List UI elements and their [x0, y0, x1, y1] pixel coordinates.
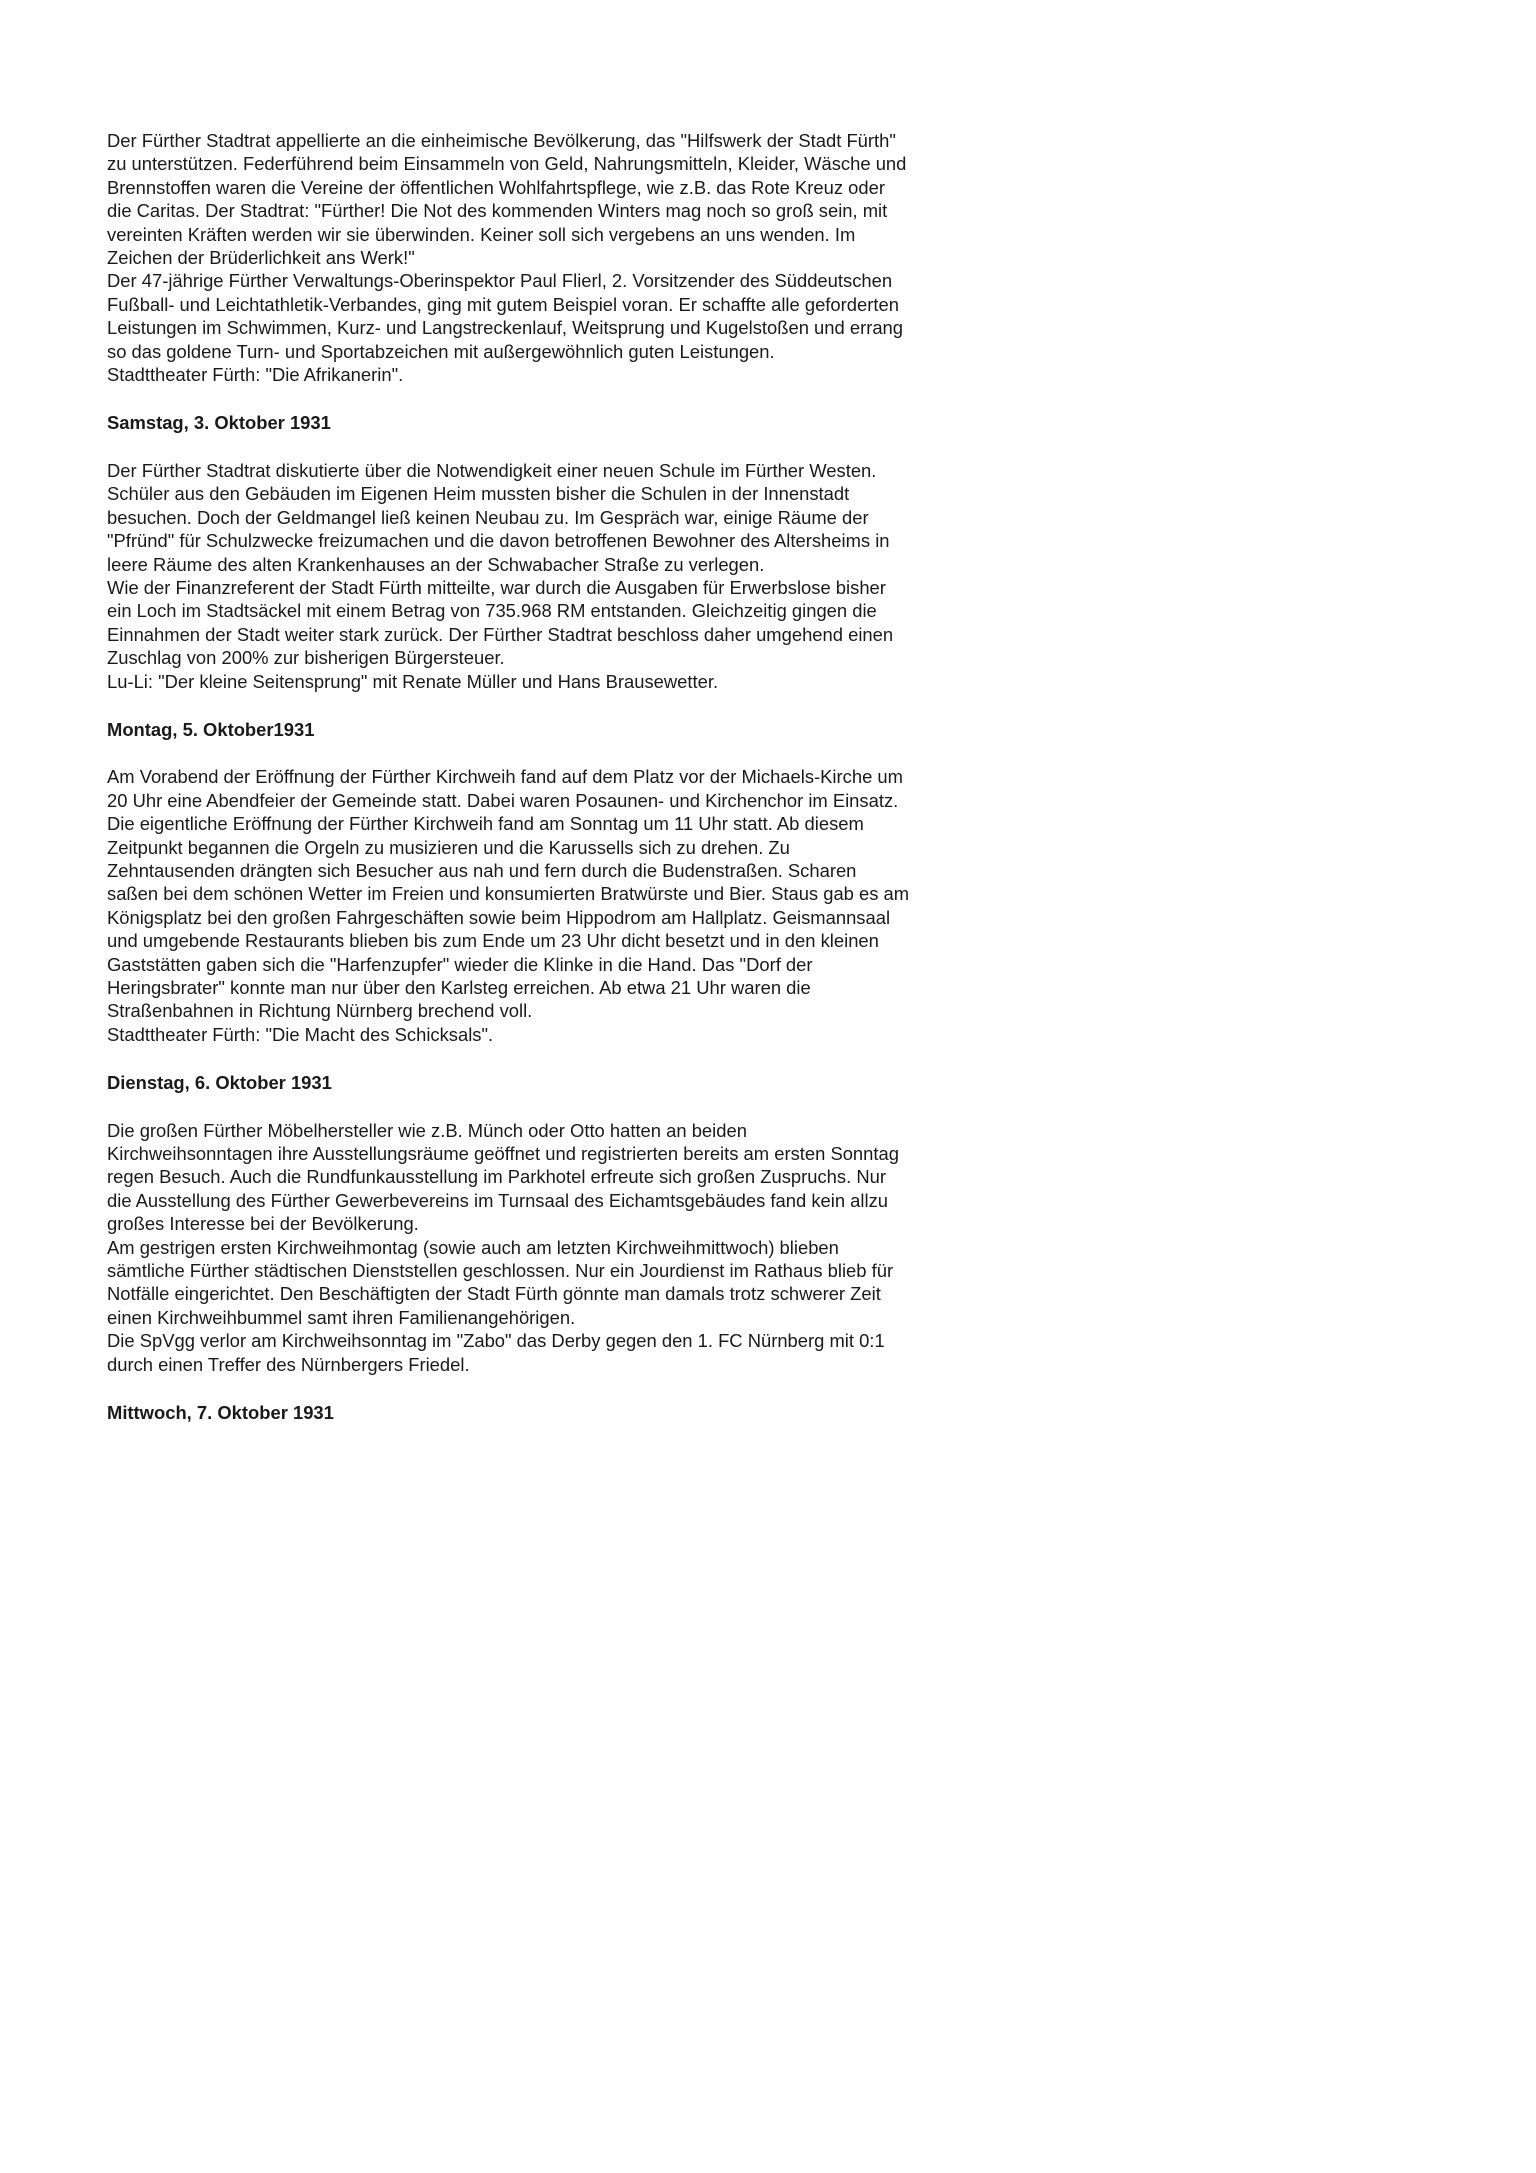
date-heading-mittwoch: Mittwoch, 7. Oktober 1931: [107, 1402, 334, 1424]
paragraph-kirchweih-eroeffnung: Am Vorabend der Eröffnung der Fürther Kirchweih fand auf dem Platz vor der Michaels-Kirche um 20 Uhr eine Abendfeier der Gemeinde statt. Dabei waren Posaunen- und Kirchenchor im Einsatz. Die eigentliche Eröffnung der Fürther Kirchweih fand am Sonntag um 11 Uhr statt. Ab diesem Zeitpunkt begannen die Orgeln zu musizieren und die Karussells sich zu drehen. Zu Zehntausenden drängten sich Besucher aus nah und fern durch die Budenstraßen. Scharen saßen bei dem schönen Wetter im Freien und konsumierten Bratwürste und Bier. Staus gab es am Königsplatz bei den großen Fahrgeschäften sowie beim Hippodrom am Hallplatz. Geismannsaal und umgebende Restaurants blieben bis zum Ende um 23 Uhr dicht besetzt und in den kleinen Gaststätten gaben sich die "Harfenzupfer" wieder die Klinke in die Hand. Das "Dorf der Heringsbrater" konnte man nur über den Karlsteg erreichen. Ab etwa 21 Uhr waren die Straßenbahnen in Richtung Nürnberg brechend voll.: [107, 766, 910, 1022]
paragraph-neue-schule: Der Fürther Stadtrat diskutierte über die Notwendigkeit einer neuen Schule im Fürther Westen. Schüler aus den Gebäuden im Eigenen Heim mussten bisher die Schulen in der Innenstadt besuchen. Doch der Geldmangel ließ keinen Neubau zu. Im Gespräch war, einige Räume der "Pfründ" für Schulzwecke freizumachen und die davon betroffenen Bewohner des Altersheims in leere Räume des alten Krankenhauses an der Schwabacher Straße zu verlegen.: [107, 459, 890, 575]
paragraph-flierl: Der 47-jährige Fürther Verwaltungs-Oberinspektor Paul Flierl, 2. Vorsitzender des Süddeutschen Fußball- und Leichtathletik-Verbandes, ging mit gutem Beispiel voran. Er schaffte alle geforderten Leistungen im Schwimmen, Kurz- und Langstreckenlauf, Weitsprung und Kugelstoßen und errang so das goldene Turn- und Sportabzeichen mit außergewöhnlich guten Leistungen.: [107, 270, 904, 362]
paragraph-lu-li: Lu-Li: "Der kleine Seitensprung" mit Renate Müller und Hans Brausewetter.: [107, 670, 719, 692]
date-heading-samstag: Samstag, 3. Oktober 1931: [107, 412, 331, 434]
paragraph-finanzreferent: Wie der Finanzreferent der Stadt Fürth mitteilte, war durch die Ausgaben für Erwerbslose bisher ein Loch im Stadtsäckel mit einem Betrag von 735.968 RM entstanden. Gleichzeitig gingen die Einnahmen der Stadt weiter stark zurück. Der Fürther Stadtrat beschloss daher umgehend einen Zuschlag von 200% zur bisherigen Bürgersteuer.: [107, 576, 894, 669]
paragraph-theater-afrikanerin: Stadttheater Fürth: "Die Afrikanerin".: [107, 364, 404, 386]
paragraph-dienststellen: Am gestrigen ersten Kirchweihmontag (sowie auch am letzten Kirchweihmittwoch) blieben sämtliche Fürther städtischen Dienststellen geschlossen. Nur ein Jourdienst im Rathaus blieb für Notfälle eingerichtet. Den Beschäftigten der Stadt Fürth gönnte man damals trotz schwerer Zeit einen Kirchweihbummel samt ihren Familienangehörigen.: [107, 1236, 894, 1328]
paragraph-hilfswerk: Der Fürther Stadtrat appellierte an die einheimische Bevölkerung, das "Hilfswerk der Stadt Fürth" zu unterstützen. Federführend beim Einsammeln von Geld, Nahrungsmitteln, Kleider, Wäsche und Brennstoffen waren die Vereine der öffentlichen Wohlfahrtspflege, wie z.B. das Rote Kreuz oder die Caritas. Der Stadtrat: "Fürther! Die Not des kommenden Winters mag noch so groß sein, mit vereinten Kräften werden wir sie überwinden. Keiner soll sich vergebens an uns wenden. Im Zeichen der Brüderlichkeit ans Werk!": [107, 130, 907, 269]
document-body: [107, 129, 1057, 1449]
date-heading-montag: Montag, 5. Oktober1931: [107, 718, 315, 740]
paragraph-moebelhersteller: Die großen Fürther Möbelhersteller wie z.B. Münch oder Otto hatten an beiden Kirchweihsonntagen ihre Ausstellungsräume geöffnet und registrierten bereits am ersten Sonntag regen Besuch. Auch die Rundfunkausstellung im Parkhotel erfreute sich großen Zuspruchs. Nur die Ausstellung des Fürther Gewerbevereins im Turnsaal des Eichamtsgebäudes fand kein allzu großes Interesse bei der Bevölkerung.: [107, 1119, 899, 1235]
paragraph-spvgg-derby: Die SpVgg verlor am Kirchweihsonntag im "Zabo" das Derby gegen den 1. FC Nürnberg mit 0:1 durch einen Treffer des Nürnbergers Friedel.: [107, 1330, 885, 1375]
paragraph-theater-schicksal: Stadttheater Fürth: "Die Macht des Schicksals".: [107, 1023, 494, 1045]
date-heading-dienstag: Dienstag, 6. Oktober 1931: [107, 1072, 332, 1094]
